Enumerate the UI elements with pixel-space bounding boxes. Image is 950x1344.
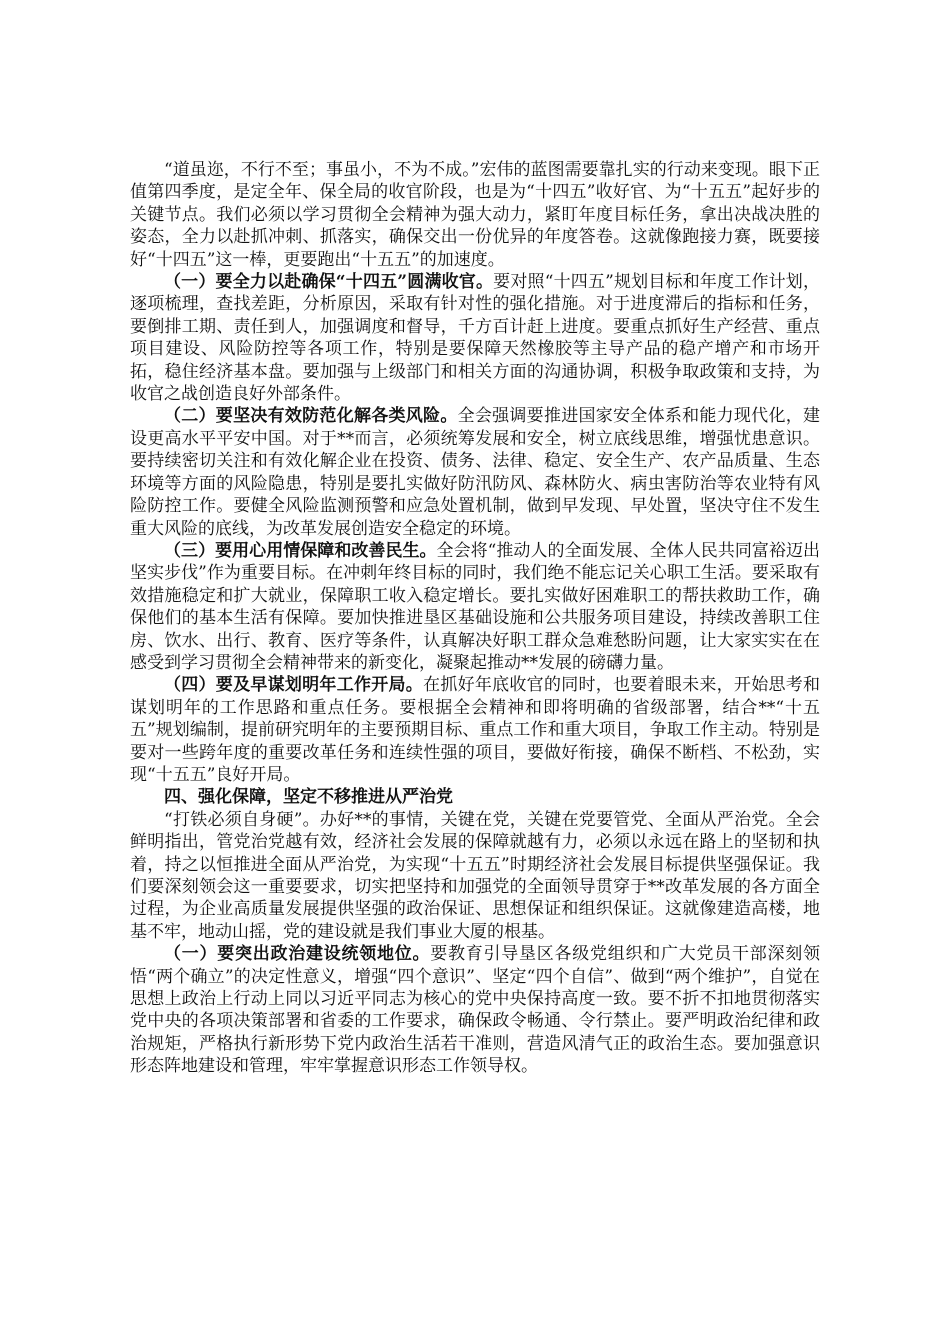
section-3-body: 全会将“推动人的全面发展、全体人民共同富裕迈出坚实步伐”作为重要目标。在冲刺年终目标的同时，我们绝不能忘记关心职工生活。要采取有效措施稳定和扩大就业，保障职工收入稳定增长。要扎实做好困难职工的帮扶救助工作，确保他们的基本生活有保障。要加快推进垦区基础设施和公共服务项目建设，持续改善职工住房、饮水、出行、教育、医疗等条件，认真解决好职工群众急难愁盼问题，让大家实实在在感受到学习贯彻全会精神带来的新变化，凝聚起推动**发展的磅礴力量。 bbox=[130, 540, 820, 673]
paragraph-chapter-4-intro bbox=[130, 809, 820, 943]
paragraph-intro bbox=[130, 159, 820, 271]
paragraph-section-2 bbox=[130, 405, 820, 539]
section-1-lead: （一）要全力以赴确保“十四五”圆满收官。 bbox=[164, 272, 494, 293]
section-3-lead: （三）要用心用情保障和改善民生。 bbox=[164, 540, 437, 561]
chapter-4-section-1-body: 要教育引导垦区各级党组织和广大党员干部深刻领悟“两个确立”的决定性意义，增强“四个意识”、坚定“四个自信”、做到“两个维护”，自觉在思想上政治上行动上同以习近平同志为核心的党中央保持高度一致。要不折不扣地贯彻落实党中央的各项决策部署和省委的工作要求，确保政令畅通、令行禁止。要严明政治纪律和政治规矩，严格执行新形势下党内政治生活若干准则，营造风清气正的政治生态。要加强意识形态阵地建设和管理，牢牢掌握意识形态工作领导权。 bbox=[130, 944, 820, 1077]
section-2-lead: （二）要坚决有效防范化解各类风险。 bbox=[164, 406, 458, 427]
paragraph-section-3 bbox=[130, 540, 820, 674]
section-2-body: 全会强调要推进国家安全体系和能力现代化，建设更高水平平安中国。对于**而言，必须统筹发展和安全，树立底线思维，增强忧患意识。要持续密切关注和有效化解企业在投资、债务、法律、稳定、安全生产、农产品质量、生态环境等方面的风险隐患，特别是要扎实做好防汛防风、森林防火、病虫害防治等农业特有风险防控工作。要健全风险监测预警和应急处置机制，做到早发现、早处置，坚决守住不发生重大风险的底线，为改革发展创造安全稳定的环境。 bbox=[130, 406, 820, 539]
chapter-4-intro-text: “打铁必须自身硬”。办好**的事情，关键在党，关键在党要管党、全面从严治党。全会鲜明指出，管党治党越有效，经济社会发展的保障就越有力，必须以永远在路上的坚韧和执着，持之以恒推进全面从严治党，为实现“十五五”时期经济社会发展目标提供坚强保证。我们要深刻领会这一重要要求，切实把坚持和加强党的全面领导贯穿于**改革发展的各方面全过程，为企业高质量发展提供坚强的政治保证、思想保证和组织保证。这就像建造高楼，地基不牢，地动山摇，党的建设就是我们事业大厦的根基。 bbox=[130, 809, 820, 942]
section-1-body: 要对照“十四五”规划目标和年度工作计划，逐项梳理，查找差距，分析原因，采取有针对性的强化措施。对于进度滞后的指标和任务，要倒排工期、责任到人，加强调度和督导，千方百计赶上进度。要重点抓好生产经营、重点项目建设、风险防控等各项工作，特别是要保障天然橡胶等主导产品的稳产增产和市场开拓，稳住经济基本盘。要加强与上级部门和相关方面的沟通协调，积极争取政策和支持，为收官之战创造良好外部条件。 bbox=[130, 272, 820, 405]
paragraph-section-1 bbox=[130, 271, 820, 405]
chapter-4-section-1-lead: （一）要突出政治建设统领地位。 bbox=[164, 944, 431, 965]
paragraph-section-4 bbox=[130, 674, 820, 786]
document-page bbox=[130, 159, 820, 1078]
paragraph-intro-text: “道虽迩，不行不至；事虽小，不为不成。”宏伟的蓝图需要靠扎实的行动来变现。眼下正值第四季度，是定全年、保全局的收官阶段，也是为“十四五”收好官、为“十五五”起好步的关键节点。我们必须以学习贯彻全会精神为强大动力，紧盯年度目标任务，拿出决战决胜的姿态，全力以赴抓冲刺、抓落实，确保交出一份优异的年度答卷。这就像跑接力赛，既要接好“十四五”这一棒，更要跑出“十五五”的加速度。 bbox=[130, 160, 820, 270]
chapter-heading-4: 四、强化保障，坚定不移推进从严治党 bbox=[164, 787, 453, 808]
paragraph-chapter-4-section-1 bbox=[130, 943, 820, 1077]
section-4-lead: （四）要及早谋划明年工作开局。 bbox=[164, 675, 424, 696]
section-4-body: 在抓好年底收官的同时，也要着眼未来，开始思考和谋划明年的工作思路和重点任务。要根据全会精神和即将明确的省级部署，结合**“十五五”规划编制，提前研究明年的主要预期目标、重点工作和重大项目，争取工作主动。特别是要对一些跨年度的重要改革任务和连续性强的项目，要做好衔接，确保不断档、不松劲，实现“十五五”良好开局。 bbox=[130, 675, 821, 785]
